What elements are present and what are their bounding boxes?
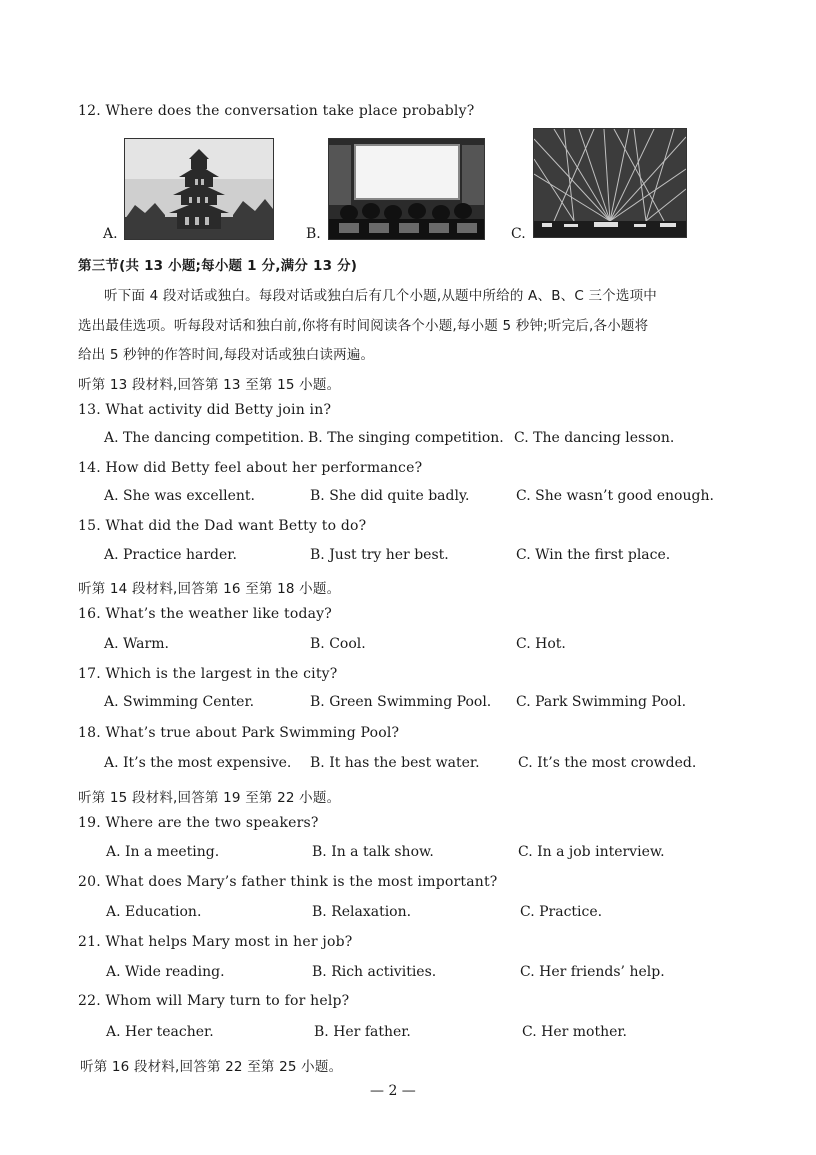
instruction-line-1: 听下面 4 段对话或独白。每段对话或独白后有几个小题,从题中所给的 A、B、C 三个选项中 [104,288,657,304]
option-b: B. Cool. [310,636,366,652]
question-21: 21. What helps Mary most in her job? [78,934,353,950]
instruction-line-3: 给出 5 秒钟的作答时间,每段对话或独白读两遍。 [78,347,375,363]
option-c: C. Her mother. [522,1024,627,1040]
group-header: 听第 16 段材料,回答第 22 至第 25 小题。 [80,1059,343,1075]
pagoda-tower-photo [124,138,274,240]
option-b: B. Her father. [314,1024,411,1040]
option-a: A. Wide reading. [106,964,225,980]
option-b: B. The singing competition. [308,430,504,446]
question-17: 17. Which is the largest in the city? [78,666,338,682]
option-a: A. Practice harder. [104,547,237,563]
page-number: — 2 — [370,1083,416,1099]
option-b: B. Green Swimming Pool. [310,694,492,710]
question-20: 20. What does Mary’s father think is the most important? [78,874,498,890]
section-title: 第三节(共 13 小题;每小题 1 分,满分 13 分) [78,258,358,274]
option-c: C. She wasn’t good enough. [516,488,714,504]
question-14: 14. How did Betty feel about her performance? [78,460,423,476]
question-16: 16. What’s the weather like today? [78,606,332,622]
option-c: C. Her friends’ help. [520,964,665,980]
option-a: A. It’s the most expensive. [104,755,292,771]
instruction-line-2: 选出最佳选项。听每段对话和独白前,你将有时间阅读各个小题,每小题 5 秒钟;听完后,各小题将 [78,318,649,334]
group-header: 听第 14 段材料,回答第 16 至第 18 小题。 [78,581,341,597]
group-header: 听第 15 段材料,回答第 19 至第 22 小题。 [78,790,341,806]
option-a-label: A. [103,226,118,242]
question-22: 22. Whom will Mary turn to for help? [78,993,350,1009]
option-a: A. The dancing competition. [104,430,305,446]
group-header: 听第 13 段材料,回答第 13 至第 15 小题。 [78,377,341,393]
option-c-label: C. [511,226,526,242]
option-a: A. Her teacher. [106,1024,214,1040]
option-c: C. In a job interview. [518,844,665,860]
question-19: 19. Where are the two speakers? [78,815,319,831]
option-b: B. She did quite badly. [310,488,470,504]
option-b: B. In a talk show. [312,844,434,860]
cinema-screen-photo [328,138,485,240]
question-13: 13. What activity did Betty join in? [78,402,332,418]
question-15: 15. What did the Dad want Betty to do? [78,518,367,534]
option-b: B. Just try her best. [310,547,449,563]
option-b: B. It has the best water. [310,755,480,771]
question-12: 12. Where does the conversation take place probably? [78,103,475,119]
option-a: A. Education. [106,904,202,920]
option-a: A. Warm. [104,636,169,652]
option-c: C. Win the first place. [516,547,671,563]
option-a: A. She was excellent. [104,488,255,504]
option-a: A. In a meeting. [106,844,220,860]
question-18: 18. What’s true about Park Swimming Pool? [78,725,400,741]
option-b: B. Rich activities. [312,964,437,980]
option-b-label: B. [306,226,321,242]
option-c: C. Hot. [516,636,566,652]
option-c: C. The dancing lesson. [514,430,675,446]
option-a: A. Swimming Center. [104,694,255,710]
option-c: C. Park Swimming Pool. [516,694,687,710]
fireworks-show-photo [533,128,687,238]
option-c: C. Practice. [520,904,603,920]
option-c: C. It’s the most crowded. [518,755,697,771]
option-b: B. Relaxation. [312,904,412,920]
